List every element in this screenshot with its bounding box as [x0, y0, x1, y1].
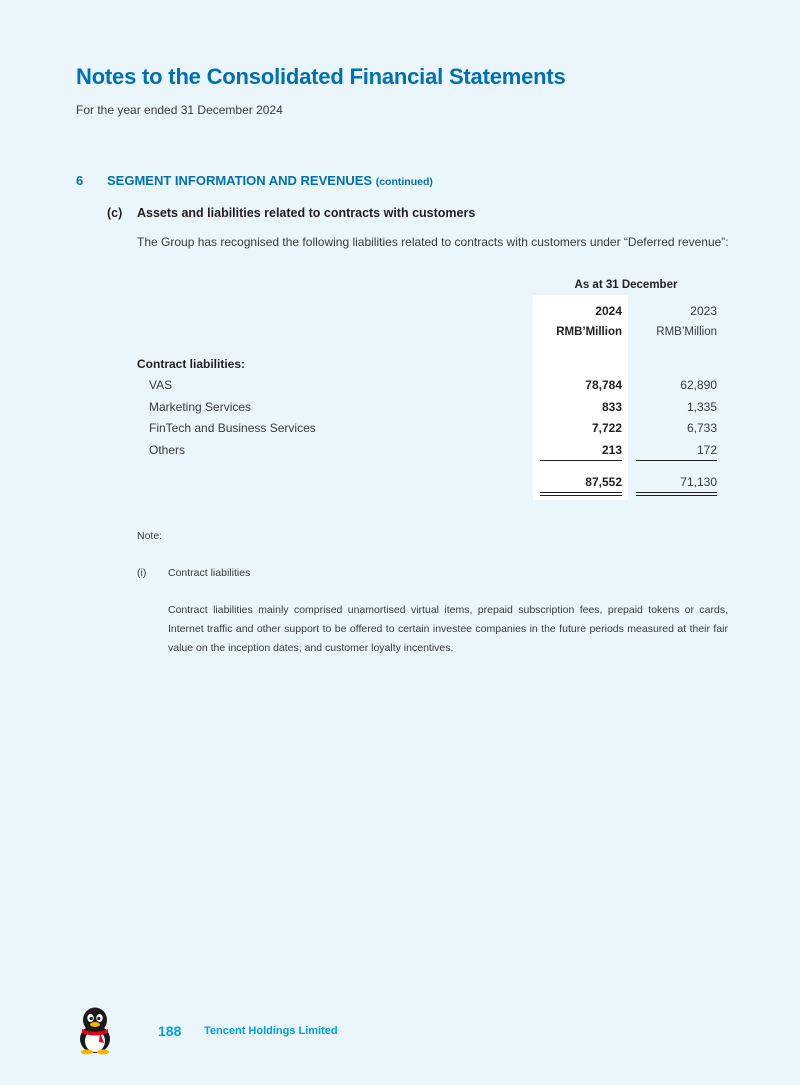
cell-vas-2023: 62,890: [680, 378, 717, 392]
column-unit-2023: RMB’Million: [656, 326, 717, 338]
section-continued: (continued): [375, 176, 433, 188]
row-label-marketing-services: Marketing Services: [149, 400, 252, 414]
subtotal-rule-2023: [636, 460, 717, 461]
section-title: [107, 173, 433, 188]
note-item-body: Contract liabilities mainly comprised unamortised virtual items, prepaid subscription fees, prepaid tokens or cards, Internet traffic and other support to be offered to certain investee companies in the future periods measured at their fair value on the inception dates, and customer loyalty incentives.: [168, 604, 728, 654]
cell-fintech-2024: 7,722: [591, 421, 622, 435]
total-double-rule-2023: [636, 492, 717, 496]
total-2024: 87,552: [585, 475, 622, 489]
subsection-intro: The Group has recognised the following liabilities related to contracts with customers under “Deferred revenue”:: [137, 235, 729, 249]
cell-marketing-2024: 833: [601, 400, 622, 414]
cell-vas-2024: 78,784: [585, 378, 622, 392]
row-label-vas: VAS: [149, 378, 173, 392]
group-label-contract-liabilities: Contract liabilities:: [137, 357, 246, 371]
cell-marketing-2023: 1,335: [686, 400, 717, 414]
column-unit-2024: RMB’Million: [556, 326, 622, 338]
penguin-logo-icon: [74, 1005, 116, 1055]
page-number: 188: [158, 1023, 182, 1039]
total-2023: 71,130: [680, 475, 717, 489]
note-item-number: (i): [137, 567, 147, 579]
page-title: Notes to the Consolidated Financial Statements: [76, 64, 566, 89]
period-header: As at 31 December: [574, 279, 678, 291]
subtotal-rule-2024: [540, 460, 622, 461]
total-double-rule-2024: [540, 492, 622, 496]
row-label-others: Others: [149, 443, 186, 457]
page-subtitle: For the year ended 31 December 2024: [76, 103, 283, 117]
note-heading: Note:: [137, 530, 163, 542]
column-year-2023: 2023: [690, 304, 717, 318]
cell-fintech-2023: 6,733: [686, 421, 717, 435]
cell-others-2023: 172: [696, 443, 717, 457]
row-label-fintech: FinTech and Business Services: [149, 421, 316, 435]
subsection-number: (c): [107, 206, 123, 220]
note-item-title: Contract liabilities: [168, 567, 251, 579]
subsection-title: Assets and liabilities related to contracts with customers: [137, 206, 476, 220]
company-name: Tencent Holdings Limited: [204, 1025, 338, 1037]
cell-others-2024: 213: [601, 443, 622, 457]
section-title-text: SEGMENT INFORMATION AND REVENUES: [107, 173, 373, 188]
column-year-2024: 2024: [595, 304, 622, 318]
section-number: 6: [76, 173, 84, 188]
